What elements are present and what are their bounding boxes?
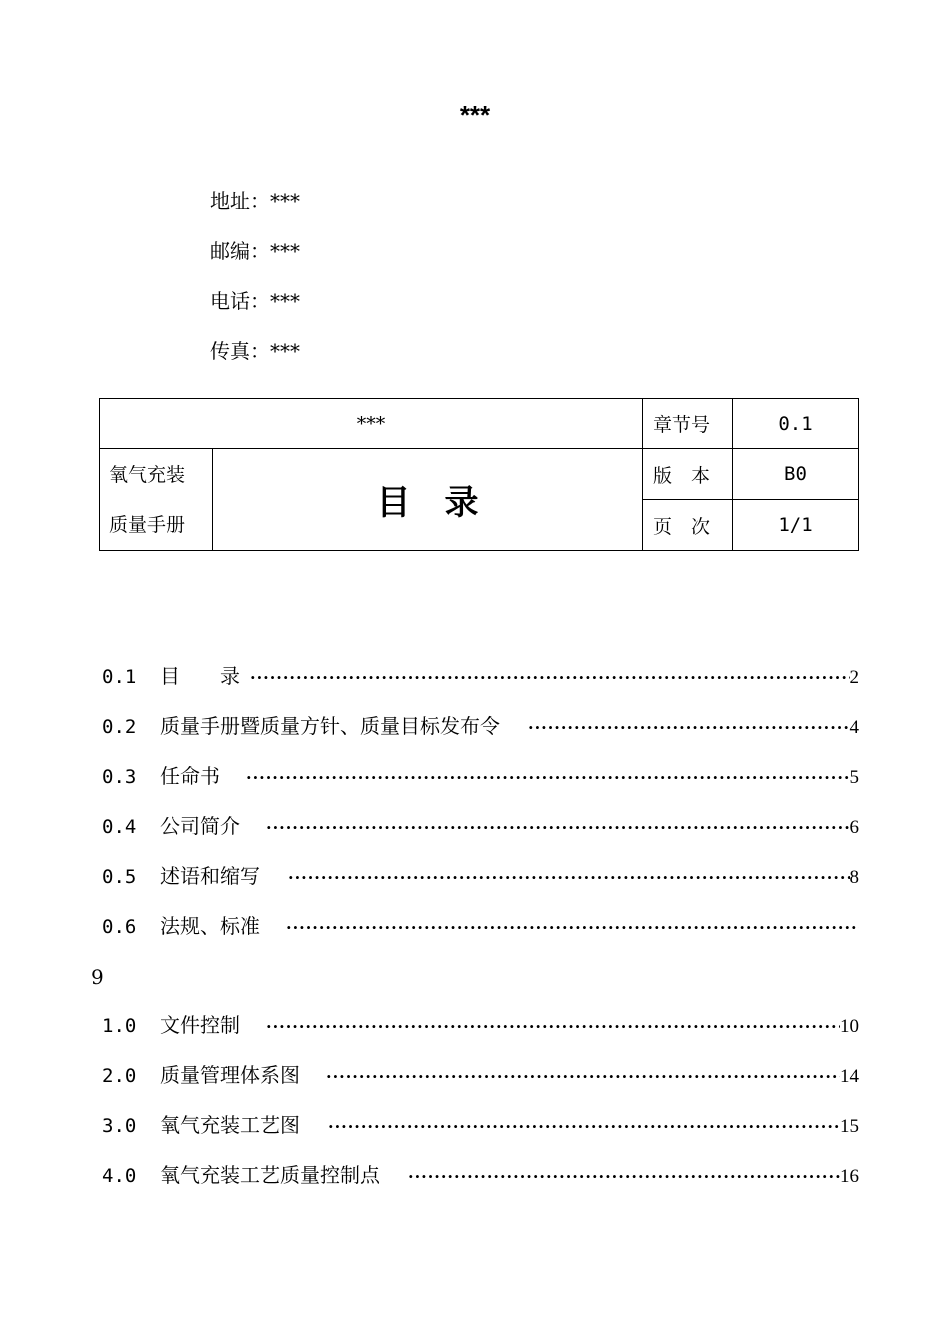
page-value: 1/1 — [733, 500, 859, 551]
toc-title: 公司简介 — [160, 814, 240, 838]
toc-page-number: 14 — [840, 1066, 859, 1087]
toc-title: 法规、标准 — [160, 914, 260, 938]
contact-fax — [210, 336, 300, 366]
toc-leader — [288, 863, 850, 893]
document-header-table — [99, 398, 859, 551]
toc-number: 0.1 — [102, 666, 137, 688]
toc-entry[interactable] — [102, 1060, 859, 1090]
manual-name-line2: 质量手册 — [109, 513, 186, 536]
toc-page-number: 15 — [840, 1116, 859, 1137]
toc-leader — [266, 813, 850, 843]
toc-page-number: 8 — [849, 867, 859, 888]
company-name-cell: *** — [100, 399, 643, 449]
contact-value: *** — [270, 339, 300, 363]
toc-leader — [528, 713, 850, 743]
toc-number: 3.0 — [102, 1115, 137, 1137]
toc-entry[interactable] — [102, 861, 859, 891]
contact-label: 电话： — [210, 289, 270, 313]
toc-page-number: 4 — [849, 717, 859, 738]
chapter-value: 0.1 — [733, 399, 859, 449]
toc-leader — [266, 1012, 840, 1042]
contact-label: 邮编： — [210, 239, 270, 263]
contact-address — [210, 186, 300, 216]
toc-title: 文件控制 — [160, 1013, 240, 1037]
toc-page-number: 6 — [849, 817, 859, 838]
version-value: B0 — [733, 449, 859, 500]
toc-page-number: 10 — [840, 1016, 859, 1037]
toc-number: 0.5 — [102, 866, 137, 888]
contact-value: *** — [270, 189, 300, 213]
toc-entry[interactable] — [102, 761, 859, 791]
toc-entry[interactable] — [102, 1160, 859, 1190]
toc-entry[interactable] — [102, 661, 859, 691]
toc-leader — [286, 913, 859, 943]
contact-label: 传真： — [210, 339, 270, 363]
contact-value: *** — [270, 289, 300, 313]
toc-entry[interactable] — [102, 711, 859, 741]
toc-title: 氧气充装工艺质量控制点 — [160, 1163, 380, 1187]
toc-leader — [326, 1062, 840, 1092]
contact-postcode — [210, 236, 300, 266]
toc-number: 1.0 — [102, 1015, 137, 1037]
toc-number: 0.3 — [102, 766, 137, 788]
toc-leader — [328, 1112, 840, 1142]
toc-title: 述语和缩写 — [160, 864, 260, 888]
page-label: 页 次 — [643, 500, 733, 551]
toc-title: 质量手册暨质量方针、质量目标发布令 — [160, 714, 500, 738]
toc-leader — [246, 763, 850, 793]
toc-entry[interactable] — [102, 811, 859, 841]
document-title: *** — [459, 100, 491, 130]
contact-phone — [210, 286, 300, 316]
toc-title: 任命书 — [160, 764, 220, 788]
toc-number: 0.2 — [102, 716, 137, 738]
toc-page-number: 9 — [91, 965, 104, 989]
toc-leader — [250, 663, 850, 693]
toc-entry[interactable] — [102, 911, 859, 941]
toc-number: 2.0 — [102, 1065, 137, 1087]
section-title: 目 录 — [213, 449, 643, 551]
toc-page-number: 2 — [849, 667, 859, 688]
contact-label: 地址： — [210, 189, 270, 213]
toc-entry[interactable] — [102, 1010, 859, 1040]
toc-title: 目 录 — [160, 664, 240, 688]
chapter-label: 章节号 — [643, 399, 733, 449]
toc-page-number: 16 — [840, 1166, 859, 1187]
version-label: 版 本 — [643, 449, 733, 500]
contact-value: *** — [270, 239, 300, 263]
toc-number: 4.0 — [102, 1165, 137, 1187]
manual-name-cell — [100, 449, 213, 551]
toc-number: 0.6 — [102, 916, 137, 938]
toc-title: 质量管理体系图 — [160, 1063, 300, 1087]
toc-number: 0.4 — [102, 816, 137, 838]
toc-leader — [408, 1162, 840, 1192]
manual-name-line1: 氧气充装 — [109, 463, 186, 486]
toc-title: 氧气充装工艺图 — [160, 1113, 300, 1137]
toc-entry[interactable] — [102, 1110, 859, 1140]
toc-page-number: 5 — [849, 767, 859, 788]
